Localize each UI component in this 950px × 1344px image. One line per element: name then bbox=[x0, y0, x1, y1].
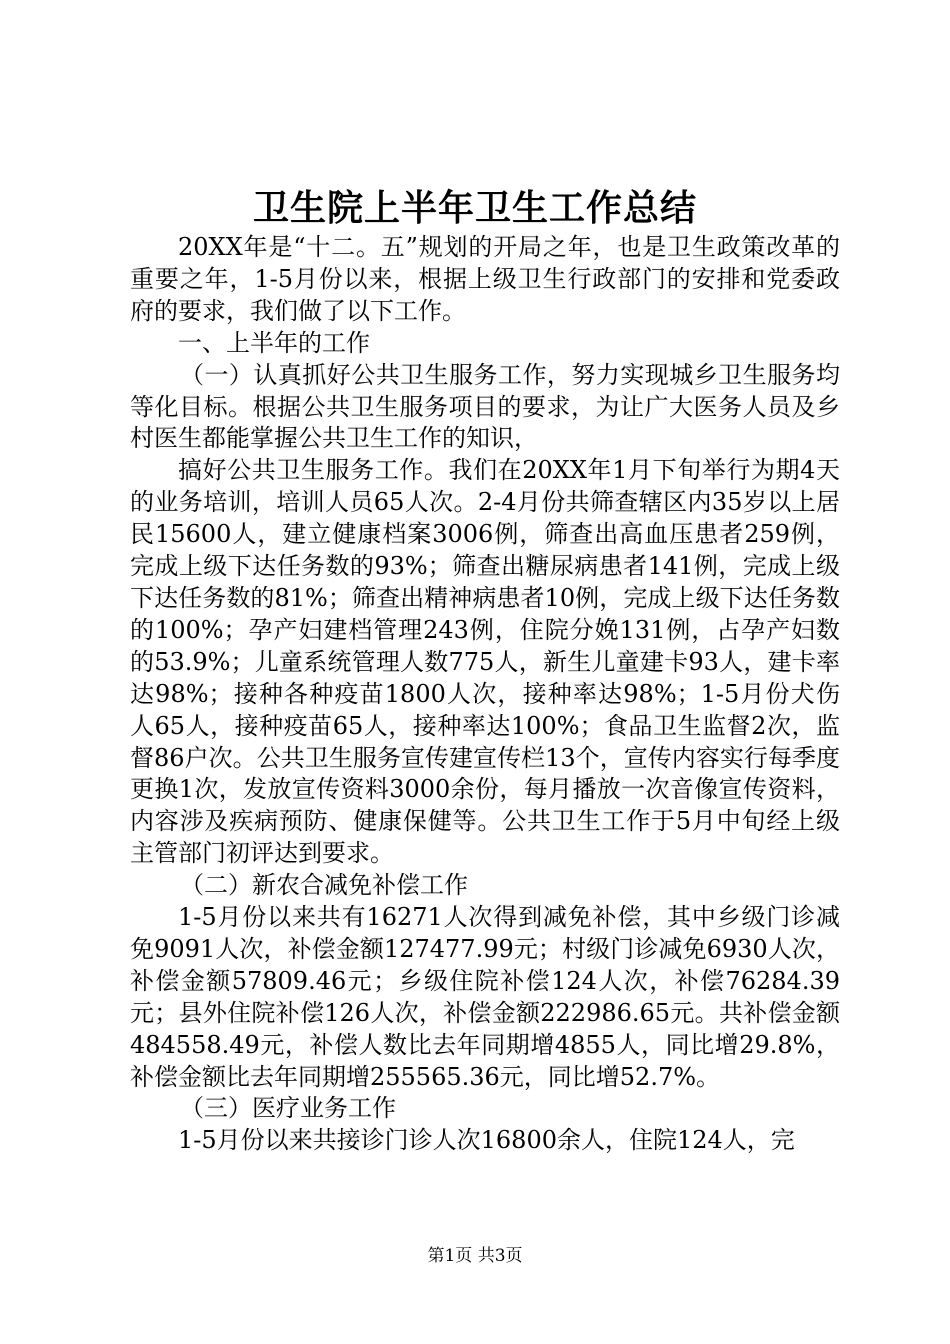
paragraph-public-health-details: 搞好公共卫生服务工作。我们在20XX年1月下旬举行为期4天的业务培训，培训人员65人次。2-4月份共筛查辖区内35岁以上居民15600人，建立健康档案3006例，筛查出高血压患者259例，完成上级下达任务数的93%；筛查出糖尿病患者141例，完成上级下达任务数的81%；筛查出精神病患者10例，完成上级下达任务数的100%；孕产妇建档管理243例，住院分娩131例，占孕产妇数的53.9%；儿童系统管理人数775人，新生儿童建卡93人，建卡率达98%；接种各种疫苗1800人次，接种率达98%；1-5月份犬伤人65人，接种疫苗65人，接种率达100%；食品卫生监督2次，监督86户次。公共卫生服务宣传建宣传栏13个，宣传内容实行每季度更换1次，发放宣传资料3000余份，每月播放一次音像宣传资料，内容涉及疾病预防、健康保健等。公共卫生工作于5月中旬经上级主管部门初评达到要求。 bbox=[130, 456, 840, 868]
section-heading-first-half-work: 一、上半年的工作 bbox=[178, 328, 370, 357]
paragraph-medical-details: 1-5月份以来共接诊门诊人次16800余人，住院124人，完 bbox=[178, 1126, 795, 1155]
document-body bbox=[130, 232, 840, 1157]
subsection-medical-business: （三）医疗业务工作 bbox=[180, 1094, 396, 1123]
document-title: 卫生院上半年卫生工作总结 bbox=[252, 187, 697, 229]
paragraph-compensation-details: 1-5月份以来共有16271人次得到减免补偿，其中乡级门诊减免9091人次，补偿金额127477.99元；村级门诊减免6930人次，补偿金额57809.46元；乡级住院补偿124人次，补偿76284.39元；县外住院补偿126人次，补偿金额222986.65元。共补偿金额484558.49元，补偿人数比去年同期增4855人，同比增29.8%，补偿金额比去年同期增255565.36元，同比增52.7%。 bbox=[130, 903, 840, 1091]
subsection-ncms-compensation: （二）新农合减免补偿工作 bbox=[180, 871, 468, 900]
subsection-public-health-service: （一）认真抓好公共卫生服务工作，努力实现城乡卫生服务均等化目标。根据公共卫生服务项目的要求，为让广大医务人员及乡村医生都能掌握公共卫生工作的知识， bbox=[130, 360, 840, 453]
paragraph-intro: 20XX年是“十二。五”规划的开局之年，也是卫生政策改革的重要之年，1-5月份以来，根据上级卫生行政部门的安排和党委政府的要求，我们做了以下工作。 bbox=[130, 233, 840, 325]
page-footer: 第1页 共3页 bbox=[427, 1246, 523, 1266]
